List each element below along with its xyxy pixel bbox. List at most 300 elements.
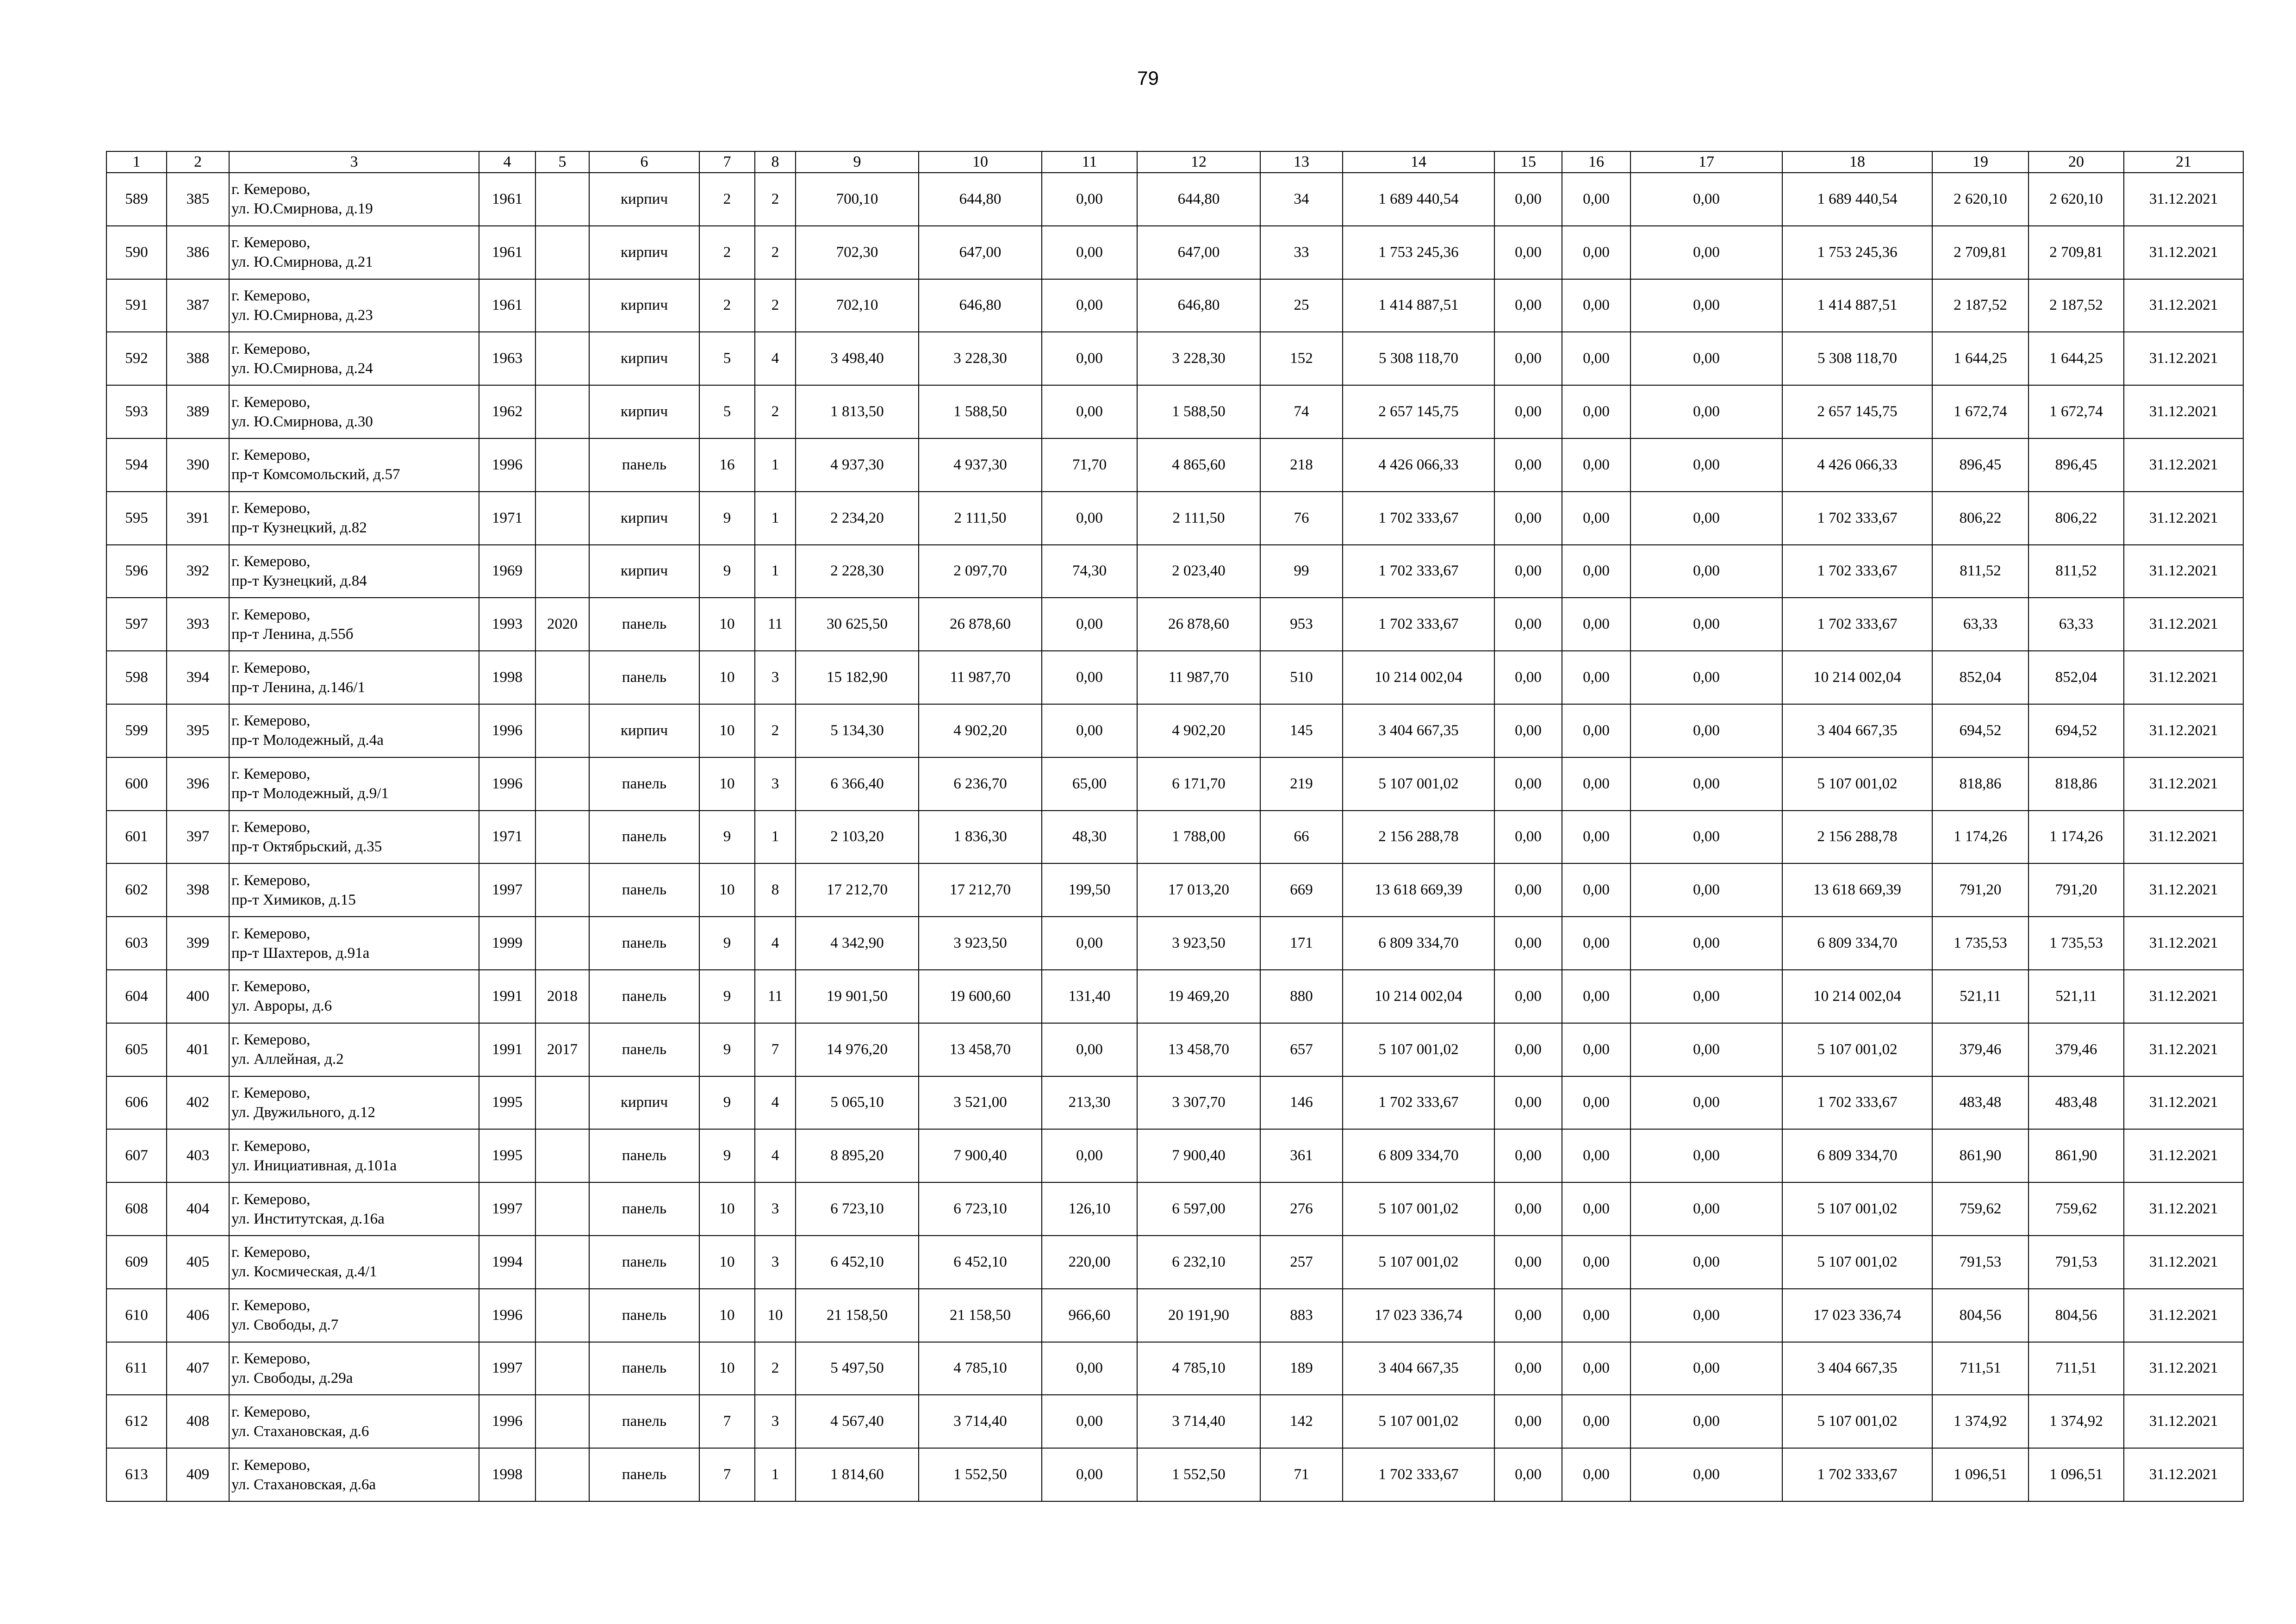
table-cell: 31.12.2021 bbox=[2124, 598, 2243, 651]
table-cell: 2 bbox=[755, 279, 796, 332]
table-cell: 20 191,90 bbox=[1137, 1289, 1260, 1342]
table-cell: 0,00 bbox=[1562, 545, 1630, 598]
table-cell: 1961 bbox=[479, 279, 535, 332]
table-cell: кирпич bbox=[589, 332, 699, 385]
table-cell: 483,48 bbox=[2028, 1076, 2124, 1130]
address-street: ул. Аллейная, д.2 bbox=[231, 1051, 344, 1068]
table-cell: 2 bbox=[699, 279, 755, 332]
table-cell: 10 214 002,04 bbox=[1343, 651, 1494, 704]
table-cell: 1995 bbox=[479, 1076, 535, 1130]
table-cell: 1 702 333,67 bbox=[1343, 598, 1494, 651]
table-cell: 3 228,30 bbox=[1137, 332, 1260, 385]
address-cell bbox=[229, 438, 479, 492]
table-cell: 3 923,50 bbox=[919, 917, 1042, 970]
table-cell: 3 bbox=[755, 651, 796, 704]
table-cell bbox=[535, 1395, 589, 1448]
table-cell: 589 bbox=[106, 173, 167, 226]
table-cell bbox=[535, 811, 589, 864]
table-cell: 610 bbox=[106, 1289, 167, 1342]
table-cell: 13 458,70 bbox=[1137, 1023, 1260, 1076]
address-cell bbox=[229, 917, 479, 970]
table-cell: 0,00 bbox=[1630, 1076, 1782, 1130]
table-cell: 1999 bbox=[479, 917, 535, 970]
table-cell: кирпич bbox=[589, 545, 699, 598]
column-header: 5 bbox=[535, 151, 589, 173]
table-cell: 17 023 336,74 bbox=[1782, 1289, 1932, 1342]
table-row bbox=[106, 651, 2243, 704]
address-cell bbox=[229, 1076, 479, 1130]
table-cell: 31.12.2021 bbox=[2124, 917, 2243, 970]
table-cell: 2018 bbox=[535, 970, 589, 1023]
table-cell: 1969 bbox=[479, 545, 535, 598]
table-cell: 1 672,74 bbox=[1932, 385, 2028, 438]
table-cell: 31.12.2021 bbox=[2124, 1023, 2243, 1076]
address-cell bbox=[229, 1289, 479, 1342]
table-cell: 3 404 667,35 bbox=[1343, 1342, 1494, 1395]
table-cell: 1 bbox=[755, 545, 796, 598]
address-cell bbox=[229, 1182, 479, 1236]
address-cell bbox=[229, 970, 479, 1023]
table-cell: 1996 bbox=[479, 757, 535, 811]
table-cell: панель bbox=[589, 1129, 699, 1182]
table-cell: 1 689 440,54 bbox=[1782, 173, 1932, 226]
table-cell: 2017 bbox=[535, 1023, 589, 1076]
table-cell: 657 bbox=[1260, 1023, 1343, 1076]
table-body bbox=[106, 173, 2243, 1501]
table-cell: 596 bbox=[106, 545, 167, 598]
table-cell: 10 bbox=[699, 704, 755, 757]
table-cell: 0,00 bbox=[1494, 438, 1562, 492]
table-cell: 63,33 bbox=[1932, 598, 2028, 651]
table-cell: 0,00 bbox=[1494, 492, 1562, 545]
table-cell: 0,00 bbox=[1630, 1129, 1782, 1182]
column-header: 21 bbox=[2124, 151, 2243, 173]
table-cell: панель bbox=[589, 970, 699, 1023]
table-cell bbox=[535, 1076, 589, 1130]
table-cell: 1961 bbox=[479, 173, 535, 226]
table-cell: 7 bbox=[699, 1448, 755, 1501]
table-cell: 17 212,70 bbox=[919, 863, 1042, 917]
table-cell: 1 552,50 bbox=[919, 1448, 1042, 1501]
table-cell: 31.12.2021 bbox=[2124, 438, 2243, 492]
table-cell: 16 bbox=[699, 438, 755, 492]
table-cell: 0,00 bbox=[1562, 1023, 1630, 1076]
address-cell bbox=[229, 1023, 479, 1076]
table-cell: 14 976,20 bbox=[796, 1023, 919, 1076]
table-cell: 0,00 bbox=[1494, 917, 1562, 970]
table-cell: 48,30 bbox=[1042, 811, 1137, 864]
table-cell: 700,10 bbox=[796, 173, 919, 226]
table-cell: 2 709,81 bbox=[1932, 226, 2028, 279]
table-cell bbox=[535, 863, 589, 917]
address-cell bbox=[229, 173, 479, 226]
table-cell: кирпич bbox=[589, 385, 699, 438]
table-cell: 0,00 bbox=[1494, 1129, 1562, 1182]
table-cell: 0,00 bbox=[1630, 1395, 1782, 1448]
address-cell bbox=[229, 1448, 479, 1501]
table-cell: 10 bbox=[699, 1342, 755, 1395]
table-cell: 0,00 bbox=[1494, 757, 1562, 811]
table-cell: 1 788,00 bbox=[1137, 811, 1260, 864]
table-row bbox=[106, 598, 2243, 651]
table-cell: 0,00 bbox=[1562, 1342, 1630, 1395]
table-cell: 5 bbox=[699, 385, 755, 438]
table-cell: 646,80 bbox=[1137, 279, 1260, 332]
table-cell: 1 735,53 bbox=[2028, 917, 2124, 970]
table-cell: 1 702 333,67 bbox=[1782, 598, 1932, 651]
table-cell: кирпич bbox=[589, 173, 699, 226]
table-cell: 4 937,30 bbox=[796, 438, 919, 492]
table-cell: 6 452,10 bbox=[919, 1236, 1042, 1289]
table-cell: 171 bbox=[1260, 917, 1343, 970]
table-cell: 0,00 bbox=[1562, 1448, 1630, 1501]
table-cell: 2 709,81 bbox=[2028, 226, 2124, 279]
table-cell: 1996 bbox=[479, 438, 535, 492]
table-cell: панель bbox=[589, 598, 699, 651]
table-cell: 791,20 bbox=[1932, 863, 2028, 917]
table-cell: 5 065,10 bbox=[796, 1076, 919, 1130]
table-cell: 0,00 bbox=[1494, 598, 1562, 651]
table-cell: 1995 bbox=[479, 1129, 535, 1182]
table-cell: 597 bbox=[106, 598, 167, 651]
table-cell: 10 214 002,04 bbox=[1343, 970, 1494, 1023]
address-city: г. Кемерово, bbox=[231, 1297, 311, 1314]
table-cell: 3 498,40 bbox=[796, 332, 919, 385]
table-cell: 0,00 bbox=[1630, 863, 1782, 917]
table-cell: 0,00 bbox=[1562, 811, 1630, 864]
table-cell: 392 bbox=[167, 545, 229, 598]
address-city: г. Кемерово, bbox=[231, 925, 311, 942]
table-cell: 10 bbox=[699, 598, 755, 651]
table-cell: 0,00 bbox=[1494, 651, 1562, 704]
table-row bbox=[106, 757, 2243, 811]
column-header: 16 bbox=[1562, 151, 1630, 173]
table-cell: 0,00 bbox=[1630, 385, 1782, 438]
table-row bbox=[106, 1289, 2243, 1342]
address-city: г. Кемерово, bbox=[231, 712, 311, 730]
table-cell: 5 107 001,02 bbox=[1343, 1395, 1494, 1448]
table-cell: 0,00 bbox=[1630, 173, 1782, 226]
table-cell: 669 bbox=[1260, 863, 1343, 917]
table-cell: 31.12.2021 bbox=[2124, 1129, 2243, 1182]
table-cell: 2 657 145,75 bbox=[1782, 385, 1932, 438]
table-cell: 595 bbox=[106, 492, 167, 545]
table-cell: 880 bbox=[1260, 970, 1343, 1023]
table-cell: 852,04 bbox=[1932, 651, 2028, 704]
table-cell: 5 308 118,70 bbox=[1782, 332, 1932, 385]
table-cell: 31.12.2021 bbox=[2124, 226, 2243, 279]
table-cell: 609 bbox=[106, 1236, 167, 1289]
table-cell: 74,30 bbox=[1042, 545, 1137, 598]
table-cell: 31.12.2021 bbox=[2124, 173, 2243, 226]
table-cell: 2 187,52 bbox=[2028, 279, 2124, 332]
table-cell: 31.12.2021 bbox=[2124, 385, 2243, 438]
table-cell: 6 809 334,70 bbox=[1782, 917, 1932, 970]
table-cell: 4 937,30 bbox=[919, 438, 1042, 492]
address-city: г. Кемерово, bbox=[231, 978, 311, 995]
table-cell: 1 813,50 bbox=[796, 385, 919, 438]
table-cell: 400 bbox=[167, 970, 229, 1023]
table-cell: 510 bbox=[1260, 651, 1343, 704]
table-cell: 0,00 bbox=[1562, 1182, 1630, 1236]
table-cell: 521,11 bbox=[2028, 970, 2124, 1023]
table-cell: 10 214 002,04 bbox=[1782, 970, 1932, 1023]
table-cell: 394 bbox=[167, 651, 229, 704]
table-cell: 2 023,40 bbox=[1137, 545, 1260, 598]
address-cell bbox=[229, 279, 479, 332]
table-cell: панель bbox=[589, 811, 699, 864]
table-cell: 1 702 333,67 bbox=[1782, 1076, 1932, 1130]
table-cell: 9 bbox=[699, 811, 755, 864]
table-cell: 31.12.2021 bbox=[2124, 1342, 2243, 1395]
table-cell: 966,60 bbox=[1042, 1289, 1137, 1342]
table-cell: 5 107 001,02 bbox=[1343, 1236, 1494, 1289]
table-cell: 1 174,26 bbox=[2028, 811, 2124, 864]
table-cell: панель bbox=[589, 1023, 699, 1076]
table-cell: 0,00 bbox=[1630, 545, 1782, 598]
table-cell: 0,00 bbox=[1562, 704, 1630, 757]
page-number: 79 bbox=[1137, 67, 1159, 89]
address-street: пр-т Ленина, д.146/1 bbox=[231, 679, 365, 696]
table-cell: 26 878,60 bbox=[919, 598, 1042, 651]
table-cell: 219 bbox=[1260, 757, 1343, 811]
address-street: ул. Двужильного, д.12 bbox=[231, 1104, 375, 1121]
table-cell: 1 836,30 bbox=[919, 811, 1042, 864]
table-row bbox=[106, 1182, 2243, 1236]
table-cell: панель bbox=[589, 1395, 699, 1448]
table-cell: 0,00 bbox=[1630, 438, 1782, 492]
column-header: 17 bbox=[1630, 151, 1782, 173]
table-cell: 5 107 001,02 bbox=[1343, 1182, 1494, 1236]
table-cell: 0,00 bbox=[1494, 332, 1562, 385]
table-cell: 9 bbox=[699, 1076, 755, 1130]
address-street: пр-т Октябрьский, д.35 bbox=[231, 838, 382, 855]
table-cell: 896,45 bbox=[1932, 438, 2028, 492]
table-cell: 6 232,10 bbox=[1137, 1236, 1260, 1289]
table-cell: 409 bbox=[167, 1448, 229, 1501]
table-cell: 0,00 bbox=[1042, 385, 1137, 438]
table-cell: 361 bbox=[1260, 1129, 1343, 1182]
column-header: 10 bbox=[919, 151, 1042, 173]
address-city: г. Кемерово, bbox=[231, 181, 311, 198]
table-cell bbox=[535, 1129, 589, 1182]
table-cell: 406 bbox=[167, 1289, 229, 1342]
table-cell: 2 bbox=[755, 385, 796, 438]
table-cell: 0,00 bbox=[1494, 173, 1562, 226]
table-cell: 1 672,74 bbox=[2028, 385, 2124, 438]
table-cell: 10 bbox=[699, 1236, 755, 1289]
table-cell bbox=[535, 438, 589, 492]
address-cell bbox=[229, 545, 479, 598]
table-cell bbox=[535, 173, 589, 226]
column-header: 2 bbox=[167, 151, 229, 173]
column-header: 9 bbox=[796, 151, 919, 173]
table-cell: 401 bbox=[167, 1023, 229, 1076]
table-cell: 1 735,53 bbox=[1932, 917, 2028, 970]
table-cell: 0,00 bbox=[1494, 1076, 1562, 1130]
table-cell: 3 228,30 bbox=[919, 332, 1042, 385]
table-cell: 0,00 bbox=[1494, 226, 1562, 279]
table-row bbox=[106, 492, 2243, 545]
table-cell: 10 bbox=[699, 863, 755, 917]
table-cell: 404 bbox=[167, 1182, 229, 1236]
address-city: г. Кемерово, bbox=[231, 606, 311, 623]
table-cell: 1 753 245,36 bbox=[1782, 226, 1932, 279]
address-street: ул. Ю.Смирнова, д.23 bbox=[231, 306, 373, 324]
table-cell: 31.12.2021 bbox=[2124, 279, 2243, 332]
table-cell: 9 bbox=[699, 1023, 755, 1076]
address-street: пр-т Шахтеров, д.91а bbox=[231, 944, 370, 962]
table-cell: 393 bbox=[167, 598, 229, 651]
table-cell: 1997 bbox=[479, 1342, 535, 1395]
table-cell: 5 107 001,02 bbox=[1782, 1236, 1932, 1289]
table-cell: 19 469,20 bbox=[1137, 970, 1260, 1023]
table-cell: 2020 bbox=[535, 598, 589, 651]
table-cell: 0,00 bbox=[1562, 385, 1630, 438]
table-cell: 4 426 066,33 bbox=[1782, 438, 1932, 492]
table-cell: 0,00 bbox=[1630, 917, 1782, 970]
table-cell: 598 bbox=[106, 651, 167, 704]
address-street: ул. Свободы, д.29а bbox=[231, 1369, 353, 1387]
table-cell: 3 404 667,35 bbox=[1782, 1342, 1932, 1395]
table-cell: 4 bbox=[755, 1076, 796, 1130]
table-cell: 74 bbox=[1260, 385, 1343, 438]
address-city: г. Кемерово, bbox=[231, 659, 311, 676]
table-cell: 31.12.2021 bbox=[2124, 1076, 2243, 1130]
table-cell: 2 097,70 bbox=[919, 545, 1042, 598]
table-cell: 811,52 bbox=[1932, 545, 2028, 598]
table-cell: 806,22 bbox=[1932, 492, 2028, 545]
table-cell: 5 134,30 bbox=[796, 704, 919, 757]
table-cell: 3 307,70 bbox=[1137, 1076, 1260, 1130]
table-cell: 5 bbox=[699, 332, 755, 385]
table-cell: 0,00 bbox=[1494, 1182, 1562, 1236]
table-cell: 4 bbox=[755, 1129, 796, 1182]
table-cell: 1991 bbox=[479, 970, 535, 1023]
table-row bbox=[106, 1395, 2243, 1448]
table-cell: 0,00 bbox=[1042, 651, 1137, 704]
table-cell: 0,00 bbox=[1630, 226, 1782, 279]
table-cell: 592 bbox=[106, 332, 167, 385]
table-cell: 6 809 334,70 bbox=[1343, 1129, 1494, 1182]
table-cell: 403 bbox=[167, 1129, 229, 1182]
table-cell: 0,00 bbox=[1494, 1289, 1562, 1342]
table-cell: 2 bbox=[755, 226, 796, 279]
column-header: 3 bbox=[229, 151, 479, 173]
table-cell: 1 bbox=[755, 492, 796, 545]
table-cell: 2 bbox=[755, 173, 796, 226]
table-cell: 199,50 bbox=[1042, 863, 1137, 917]
address-street: пр-т Молодежный, д.9/1 bbox=[231, 785, 389, 802]
address-city: г. Кемерово, bbox=[231, 1403, 311, 1420]
table-cell: 0,00 bbox=[1562, 917, 1630, 970]
table-cell: 0,00 bbox=[1562, 1289, 1630, 1342]
column-header: 20 bbox=[2028, 151, 2124, 173]
address-street: ул. Институтская, д.16а bbox=[231, 1210, 385, 1227]
address-street: пр-т Комсомольский, д.57 bbox=[231, 466, 400, 483]
table-cell: 1996 bbox=[479, 704, 535, 757]
table-cell: 804,56 bbox=[2028, 1289, 2124, 1342]
table-cell: 71 bbox=[1260, 1448, 1343, 1501]
column-header: 19 bbox=[1932, 151, 2028, 173]
table-cell: 257 bbox=[1260, 1236, 1343, 1289]
table-cell: 0,00 bbox=[1042, 1129, 1137, 1182]
table-cell: 34 bbox=[1260, 173, 1343, 226]
address-street: пр-т Молодежный, д.4а bbox=[231, 732, 384, 749]
table-cell: 0,00 bbox=[1630, 811, 1782, 864]
table-cell: 0,00 bbox=[1494, 1448, 1562, 1501]
table-cell: 608 bbox=[106, 1182, 167, 1236]
table-cell: 3 bbox=[755, 1395, 796, 1448]
table-cell: 2 bbox=[699, 226, 755, 279]
table-cell: 1 814,60 bbox=[796, 1448, 919, 1501]
address-city: г. Кемерово, bbox=[231, 1084, 311, 1101]
table-cell: 0,00 bbox=[1494, 1342, 1562, 1395]
table-cell: 2 234,20 bbox=[796, 492, 919, 545]
table-cell: 0,00 bbox=[1494, 970, 1562, 1023]
address-street: ул. Стахановская, д.6 bbox=[231, 1423, 369, 1440]
table-cell: 2 156 288,78 bbox=[1782, 811, 1932, 864]
table-cell: 25 bbox=[1260, 279, 1343, 332]
address-street: пр-т Кузнецкий, д.84 bbox=[231, 572, 367, 589]
address-city: г. Кемерово, bbox=[231, 1031, 311, 1049]
table-cell: панель bbox=[589, 863, 699, 917]
table-cell: 5 107 001,02 bbox=[1782, 1395, 1932, 1448]
table-row bbox=[106, 438, 2243, 492]
table-cell: 31.12.2021 bbox=[2124, 651, 2243, 704]
table-cell: кирпич bbox=[589, 279, 699, 332]
table-cell bbox=[535, 1236, 589, 1289]
table-cell: 218 bbox=[1260, 438, 1343, 492]
table-cell: 11 bbox=[755, 970, 796, 1023]
table-cell: 1998 bbox=[479, 1448, 535, 1501]
table-cell: 0,00 bbox=[1630, 651, 1782, 704]
table-cell: 600 bbox=[106, 757, 167, 811]
table-cell: 2 111,50 bbox=[1137, 492, 1260, 545]
table-cell: 131,40 bbox=[1042, 970, 1137, 1023]
table-row bbox=[106, 385, 2243, 438]
table-cell: 7 900,40 bbox=[1137, 1129, 1260, 1182]
table-cell: 405 bbox=[167, 1236, 229, 1289]
table-cell: 1 702 333,67 bbox=[1782, 1448, 1932, 1501]
address-city: г. Кемерово, bbox=[231, 553, 311, 570]
table-cell: 1 bbox=[755, 438, 796, 492]
table-cell: 0,00 bbox=[1562, 757, 1630, 811]
table-cell: 0,00 bbox=[1042, 1342, 1137, 1395]
table-cell: 818,86 bbox=[2028, 757, 2124, 811]
table-cell: 10 bbox=[699, 1289, 755, 1342]
table-cell: 694,52 bbox=[2028, 704, 2124, 757]
table-cell: 76 bbox=[1260, 492, 1343, 545]
table-cell: 9 bbox=[699, 917, 755, 970]
table-cell: 6 723,10 bbox=[796, 1182, 919, 1236]
table-cell: 0,00 bbox=[1494, 1395, 1562, 1448]
table-cell: 0,00 bbox=[1042, 917, 1137, 970]
table-cell bbox=[535, 1182, 589, 1236]
table-cell: 0,00 bbox=[1562, 173, 1630, 226]
address-street: ул. Космическая, д.4/1 bbox=[231, 1263, 377, 1280]
table-cell: 213,30 bbox=[1042, 1076, 1137, 1130]
table-cell: 607 bbox=[106, 1129, 167, 1182]
table-cell: 33 bbox=[1260, 226, 1343, 279]
table-cell: 26 878,60 bbox=[1137, 598, 1260, 651]
table-cell: 4 865,60 bbox=[1137, 438, 1260, 492]
table-cell: 1 689 440,54 bbox=[1343, 173, 1494, 226]
table-cell: 5 107 001,02 bbox=[1343, 757, 1494, 811]
table-cell: 1 414 887,51 bbox=[1343, 279, 1494, 332]
table-cell: 15 182,90 bbox=[796, 651, 919, 704]
table-cell: 0,00 bbox=[1630, 1236, 1782, 1289]
